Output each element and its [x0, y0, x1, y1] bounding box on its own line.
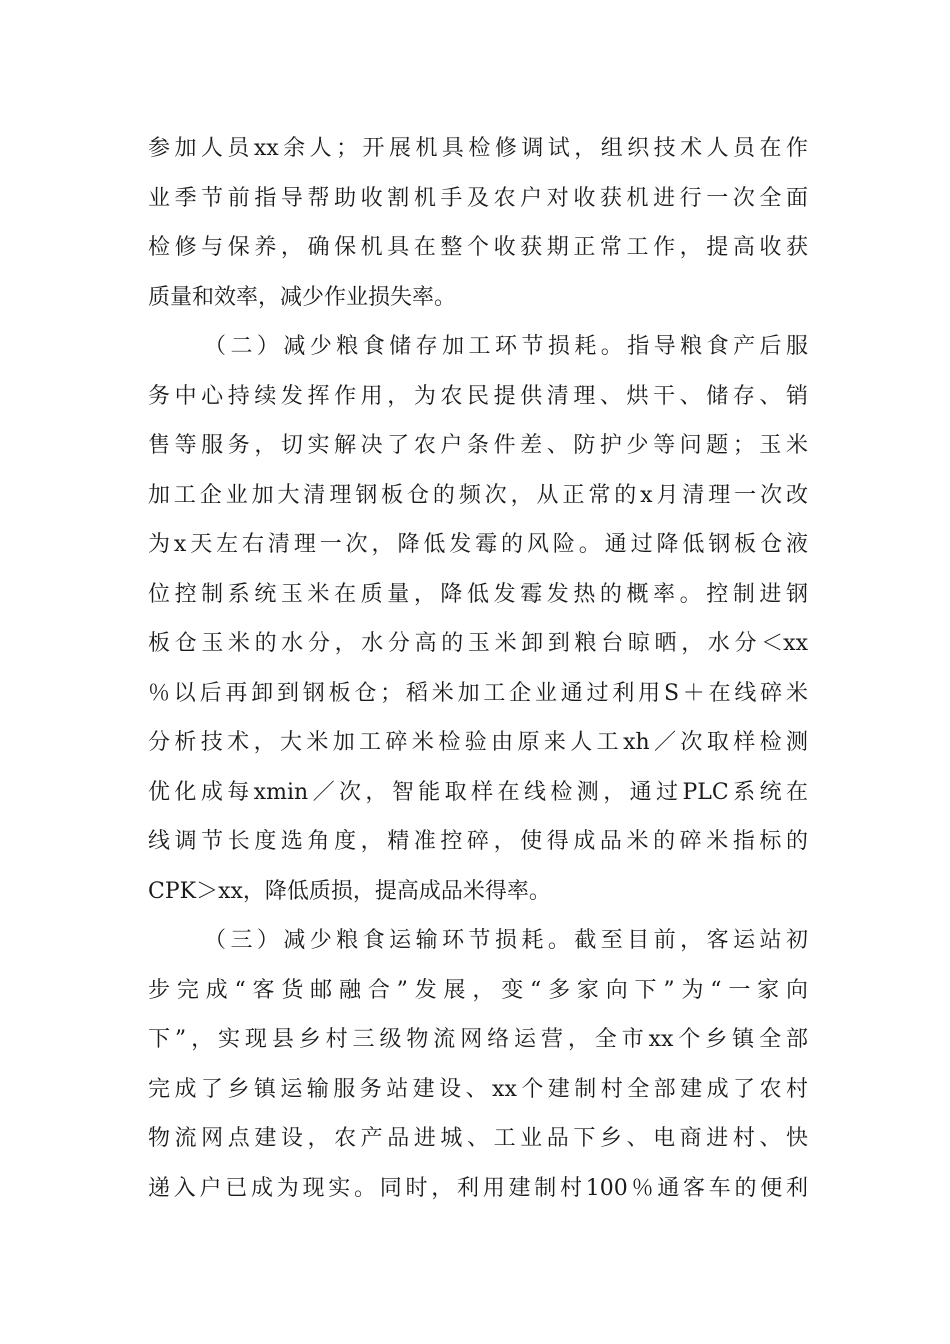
- text-line: 物流网点建设，农产品进城、工业品下乡、电商进村、快: [148, 1126, 808, 1151]
- document-body: [148, 124, 808, 1213]
- text-line: 线调节长度选角度，精准控碎，使得成品米的碎米指标的: [148, 829, 808, 854]
- text-line: ％以后再卸到钢板仓；稻米加工企业通过利用S＋在线碎米: [148, 680, 808, 706]
- text-line: 业季节前指导帮助收割机手及农户对收获机进行一次全面: [148, 185, 808, 211]
- text-line: 优化成每xmin／次，智能取样在线检测，通过PLC系统在: [148, 779, 808, 805]
- text-line: 位控制系统玉米在质量，降低发霉发热的概率。控制进钢: [148, 581, 808, 607]
- text-line: 售等服务，切实解决了农户条件差、防护少等问题；玉米: [148, 433, 808, 458]
- text-line: 递入户已成为现实。同时，利用建制村100％通客车的便利: [148, 1175, 808, 1201]
- text-line: 检修与保养，确保机具在整个收获期正常工作，提高收获: [148, 235, 808, 260]
- paragraph-heading-line: （二）减少粮食储存加工环节损耗。指导粮食产后服: [204, 334, 808, 359]
- text-line: 分析技术，大米加工碎米检验由原来人工xh／次取样检测: [148, 730, 808, 755]
- text-line: 下”，实现县乡村三级物流网络运营，全市xx个乡镇全部: [148, 1027, 808, 1052]
- text-line: 为x天左右清理一次，降低发霉的风险。通过降低钢板仓液: [148, 532, 808, 557]
- text-line: 完成了乡镇运输服务站建设、xx个建制村全部建成了农村: [148, 1076, 808, 1102]
- text-line: 质量和效率，减少作业损失率。: [148, 284, 457, 310]
- text-line: 板仓玉米的水分，水分高的玉米卸到粮台晾晒，水分＜xx: [148, 631, 808, 656]
- text-line: 参加人员xx余人；开展机具检修调试，组织技术人员在作: [148, 136, 808, 161]
- text-line: CPK＞xx，降低质损，提高成品米得率。: [148, 878, 551, 904]
- paragraph-heading-line: （三）减少粮食运输环节损耗。截至目前，客运站初: [204, 928, 808, 953]
- text-line: 加工企业加大清理钢板仓的频次，从正常的x月清理一次改: [148, 482, 808, 508]
- text-line: 务中心持续发挥作用，为农民提供清理、烘干、储存、销: [148, 383, 808, 409]
- text-line: 步完成“客货邮融合”发展，变“多家向下”为“一家向: [148, 977, 808, 1003]
